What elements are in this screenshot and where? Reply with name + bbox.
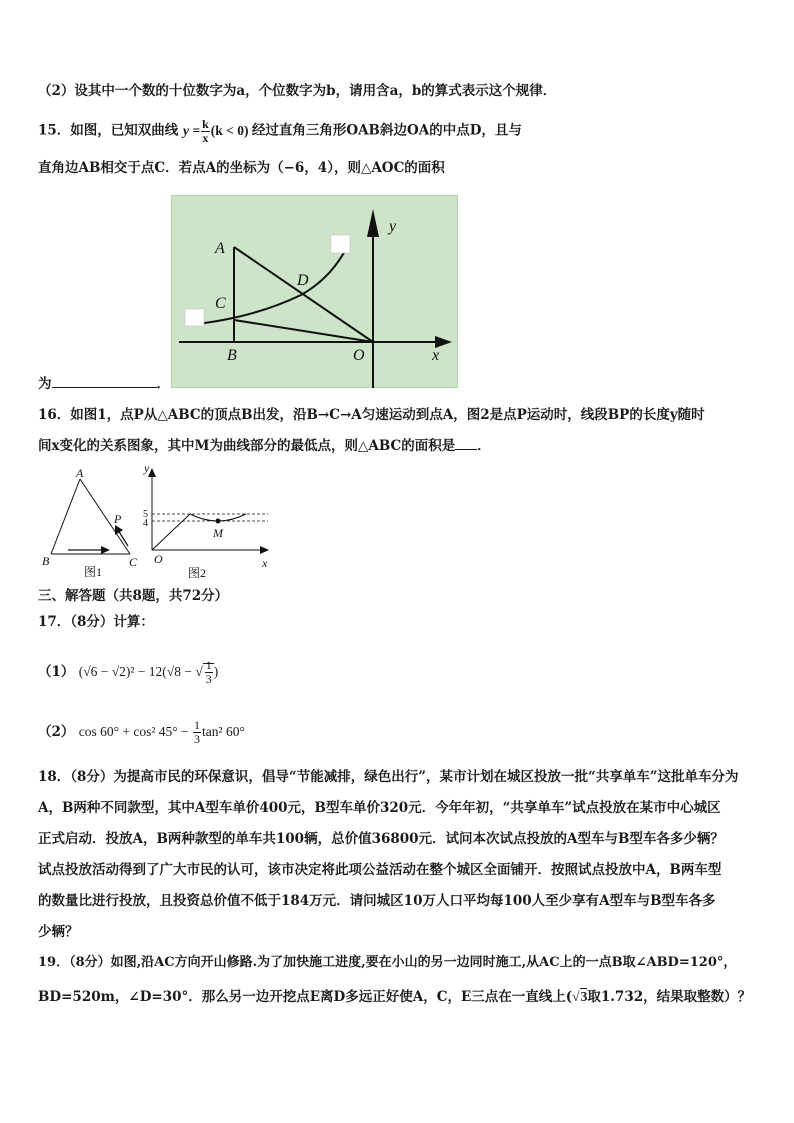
q18-line6: 少辆？ — [38, 924, 79, 940]
q16-fig2-tick-5: 5 — [143, 509, 148, 520]
q15-line2: 直角边AB相交于点C．若点A的坐标为（−6，4），则△AOC的面积 — [38, 160, 445, 176]
q16-line2-suffix: ． — [477, 438, 491, 454]
q16-figure-2 — [138, 460, 278, 584]
q15-func-x: x — [202, 131, 209, 145]
q16-figure-1 — [38, 466, 148, 584]
q15-answer-prefix: 为 — [38, 376, 52, 392]
q16-fig1-side-AB — [51, 479, 80, 554]
q15-label-D: D — [297, 272, 309, 289]
q15-func-cond: (k < 0) — [210, 122, 249, 138]
q16-fig2-label-M: M — [213, 526, 223, 540]
q15-func-k: k — [202, 117, 209, 131]
q15-answer-suffix: ． — [156, 376, 170, 392]
q15-func-frac — [201, 118, 210, 145]
q15-line3 — [38, 374, 170, 394]
q15-label-box-top — [331, 235, 350, 253]
q16-fig2-point-M — [216, 519, 221, 524]
q16-fig2-caption: 图2 — [188, 566, 207, 580]
q16-fig1-label-C: C — [129, 555, 138, 569]
q15-intro: 15．如图，已知双曲线 — [38, 122, 179, 139]
q17-part2-tan: tan² 60° — [202, 724, 245, 739]
q15-label-box-left — [185, 309, 204, 326]
q19-sqrt3: √3 — [572, 989, 588, 1004]
q16-fig1-arrow-BC-head — [101, 546, 110, 554]
section3-title: 三、解答题（共8题，共72分） — [38, 588, 229, 604]
q17-part2 — [38, 717, 245, 747]
q16-fig2-label-O: O — [154, 552, 163, 566]
q16-answer-blank — [455, 449, 477, 450]
q16-fig2-tick-4: 4 — [143, 518, 148, 529]
q16-fig1-arrow-CA-head — [115, 525, 123, 535]
q15-figure-background — [171, 195, 458, 388]
q16-fig2-label-y: y — [144, 461, 150, 475]
q17-part2-den: 3 — [194, 732, 201, 746]
q17-title: 17．（8分）计算： — [38, 614, 154, 630]
q19-line2-text: BD=520m，∠D=30°．那么另一边开挖点E离D多远正好使A，C，E三点在一直线上( — [38, 989, 573, 1005]
q17-part2-expr: cos 60° + cos² 45° − — [78, 724, 193, 739]
q16-line2-text: 间x变化的关系图象，其中M为曲线部分的最低点，则△ABC的面积是 — [38, 438, 456, 454]
q18-line2: A，B两种不同款型，其中A型车单价400元，B型车单价320元．今年年初，“共享单车”试点投放在某市中心城区 — [38, 800, 721, 816]
q17-part1-num: 1 — [205, 658, 212, 673]
q16-line1: 16．如图1，点P从△ABC的顶点B出发，沿B→C→A匀速运动到点A，图2是点P运动时，线段BP的长度y随时 — [38, 407, 705, 423]
q18-line5: 的数量比进行投放，且投资总价值不低于184万元．请问城区10万人口平均每100人至少享有A型车与B型车各多 — [38, 893, 716, 909]
q16-fig2-label-x: x — [262, 556, 268, 570]
q15-figure — [171, 195, 458, 388]
q16-fig1-caption: 图1 — [84, 565, 103, 579]
q16-line2 — [38, 436, 491, 456]
q18-line4: 试点投放活动得到了广大市民的认可，该市决定将此项公益活动在整个城区全面铺开．按照试点投放中A，B两车型 — [38, 862, 722, 878]
q16-fig1-label-P: P — [114, 512, 122, 526]
q17-part1-close: ) — [213, 664, 219, 679]
q17-part2-num: 1 — [194, 718, 201, 732]
q15-intro-rest: 经过直角三角形OAB斜边OA的中点D，且与 — [251, 122, 522, 139]
q15-answer-blank — [52, 387, 157, 388]
q15-label-B: B — [227, 347, 237, 364]
q17-part1-expr: (√6 − √2)² − 12(√8 − — [78, 664, 196, 679]
q15-label-A: A — [215, 240, 225, 257]
q14-part2: （2）设其中一个数的十位数字为a，个位数字为b，请用含a，b的算式表示这个规律． — [38, 83, 557, 99]
q15-label-y: y — [389, 218, 397, 235]
q16-fig2-x-axis-arrow — [260, 546, 269, 554]
q17-part2-frac — [193, 719, 201, 746]
q16-fig1-label-A: A — [76, 466, 84, 480]
q18-line1: 18．（8分）为提高市民的环保意识，倡导“节能减排，绿色出行”，某市计划在城区投放一批“共享单车”这批单车分为 — [38, 769, 739, 785]
q17-part1-sqrt: √ $\frac{1}{3}$ — [195, 658, 212, 687]
q15-label-O: O — [353, 347, 365, 364]
q19-sqrt3-value: 3 — [580, 989, 588, 1004]
q16-fig2-graph-rise — [152, 514, 190, 550]
q18-line3: 正式启动．投放A，B两种款型的单车共100辆，总价值36800元．试问本次试点投放的A型车与B型车各多少辆？ — [38, 831, 724, 847]
q17-part1-label: （1） — [38, 664, 75, 680]
q15-label-x: x — [432, 347, 440, 364]
q17-part1 — [38, 657, 218, 687]
q19-line2 — [38, 987, 751, 1007]
q19-line2-rest: 取1.732，结果取整数）？ — [587, 989, 752, 1005]
q15-line1 — [38, 118, 522, 145]
q15-func-y: y = — [183, 122, 201, 138]
q15-func — [183, 117, 252, 145]
q16-fig1-label-B: B — [42, 554, 50, 568]
q17-part2-label: （2） — [38, 724, 75, 740]
q15-label-C: C — [215, 295, 226, 312]
q17-part1-den: 3 — [205, 672, 212, 687]
q16-fig1-side-AC — [80, 479, 130, 554]
q19-line1: 19．（8分）如图,沿AC方向开山修路.为了加快施工进度,要在小山的另一边同时施工,从AC上的一点B取∠ABD=120°， — [38, 955, 737, 970]
q17-part1-frac — [205, 659, 213, 686]
